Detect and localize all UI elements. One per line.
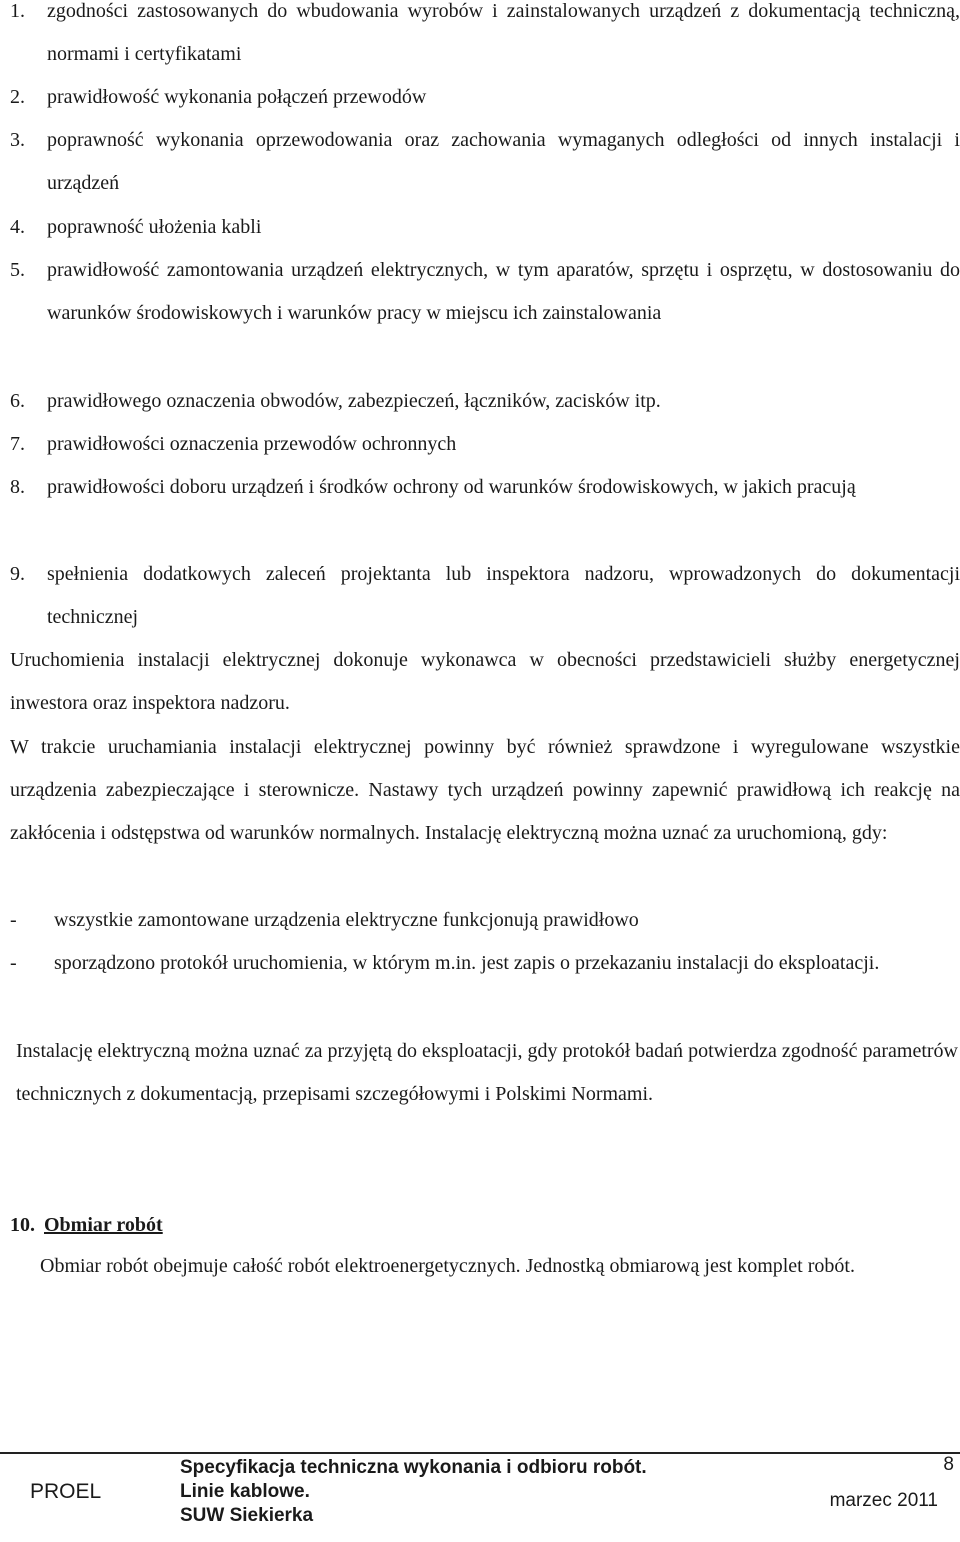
list-number: 5. [10, 259, 25, 281]
list-number: 9. [10, 563, 25, 585]
footer-date: marzec 2011 [829, 1490, 938, 1511]
list-number: 8. [10, 476, 25, 498]
list-item [10, 0, 960, 76]
section-body: Obmiar robót obejmuje całość robót elektroenergetycznych. Jednostką obmiarową jest komplet robót. [40, 1255, 855, 1277]
acceptance-paragraph: Instalację elektryczną można uznać za przyjętą do eksploatacji, gdy protokół badań potwierdza zgodność parametrów technicznych z dokumentacją, przepisami szczegółowymi i Polskimi Normami. [16, 1040, 958, 1105]
page-footer [0, 1452, 960, 1542]
condition-item [10, 942, 960, 985]
list-text: spełnienia dodatkowych zaleceń projektanta lub inspektora nadzoru, wprowadzonych do dokumentacji technicznej [47, 563, 960, 628]
list-item [10, 76, 960, 119]
footer-spec-line: Specyfikacja techniczna wykonania i odbioru robót. [180, 1457, 647, 1478]
list-number: 2. [10, 86, 25, 108]
list-text: prawidłowość wykonania połączeń przewodów [47, 86, 427, 108]
list-item [10, 119, 960, 205]
list-number: 7. [10, 433, 25, 455]
list-text: prawidłowego oznaczenia obwodów, zabezpieczeń, łączników, zacisków itp. [47, 390, 661, 412]
footer-company: PROEL [30, 1480, 102, 1503]
list-text: prawidłowości oznaczenia przewodów ochronnych [47, 433, 457, 455]
dash-bullet: - [10, 952, 17, 974]
list-number: 3. [10, 129, 25, 151]
page-number: 8 [943, 1454, 954, 1475]
list-text: poprawność wykonania oprzewodowania oraz zachowania wymaganych odległości od innych instalacji i urządzeń [47, 129, 960, 194]
list-text: prawidłowości doboru urządzeń i środków ochrony od warunków środowiskowych, w jakich pracują [47, 476, 856, 498]
list-item [10, 423, 960, 466]
list-item [10, 553, 960, 639]
list-item [10, 206, 960, 249]
list-text: prawidłowość zamontowania urządzeń elektrycznych, w tym aparatów, sprzętu i osprzętu, w dostosowaniu do warunków środowiskowych i warunków pracy w miejscu ich zainstalowania [47, 259, 960, 324]
footer-spec-line: Linie kablowe. [180, 1481, 310, 1502]
list-text: zgodności zastosowanych do wbudowania wyrobów i zainstalowanych urządzeń z dokumentacją techniczną, normami i certyfikatami [47, 0, 960, 65]
section-title: Obmiar robót [44, 1214, 163, 1236]
list-number: 4. [10, 216, 25, 238]
condition-item [10, 899, 960, 942]
condition-text: sporządzono protokół uruchomienia, w którym m.in. jest zapis o przekazaniu instalacji do eksploatacji. [54, 952, 880, 974]
dash-bullet: - [10, 909, 17, 931]
list-item [10, 466, 960, 509]
list-number: 6. [10, 390, 25, 412]
condition-text: wszystkie zamontowane urządzenia elektryczne funkcjonują prawidłowo [54, 909, 639, 931]
section-heading [10, 1204, 163, 1247]
list-item [10, 380, 960, 423]
list-item [10, 249, 960, 335]
footer-spec [180, 1456, 647, 1528]
startup-paragraph: Uruchomienia instalacji elektrycznej dokonuje wykonawca w obecności przedstawicieli służby energetycznej inwestora oraz inspektora nadzoru. [10, 649, 960, 714]
during-startup-paragraph: W trakcie uruchamiania instalacji elektrycznej powinny być również sprawdzone i wyregulowane wszystkie urządzenia zabezpieczające i sterownicze. Nastawy tych urządzeń powinny zapewnić prawidłową ich reakcję na zakłócenia i odstępstwa od warunków normalnych. Instalację elektryczną można uznać za uruchomioną, gdy: [10, 736, 960, 844]
footer-rule [0, 1452, 960, 1454]
footer-spec-line: SUW Siekierka [180, 1505, 314, 1526]
list-number: 1. [10, 0, 25, 22]
list-text: poprawność ułożenia kabli [47, 216, 262, 238]
section-number: 10. [10, 1214, 35, 1236]
